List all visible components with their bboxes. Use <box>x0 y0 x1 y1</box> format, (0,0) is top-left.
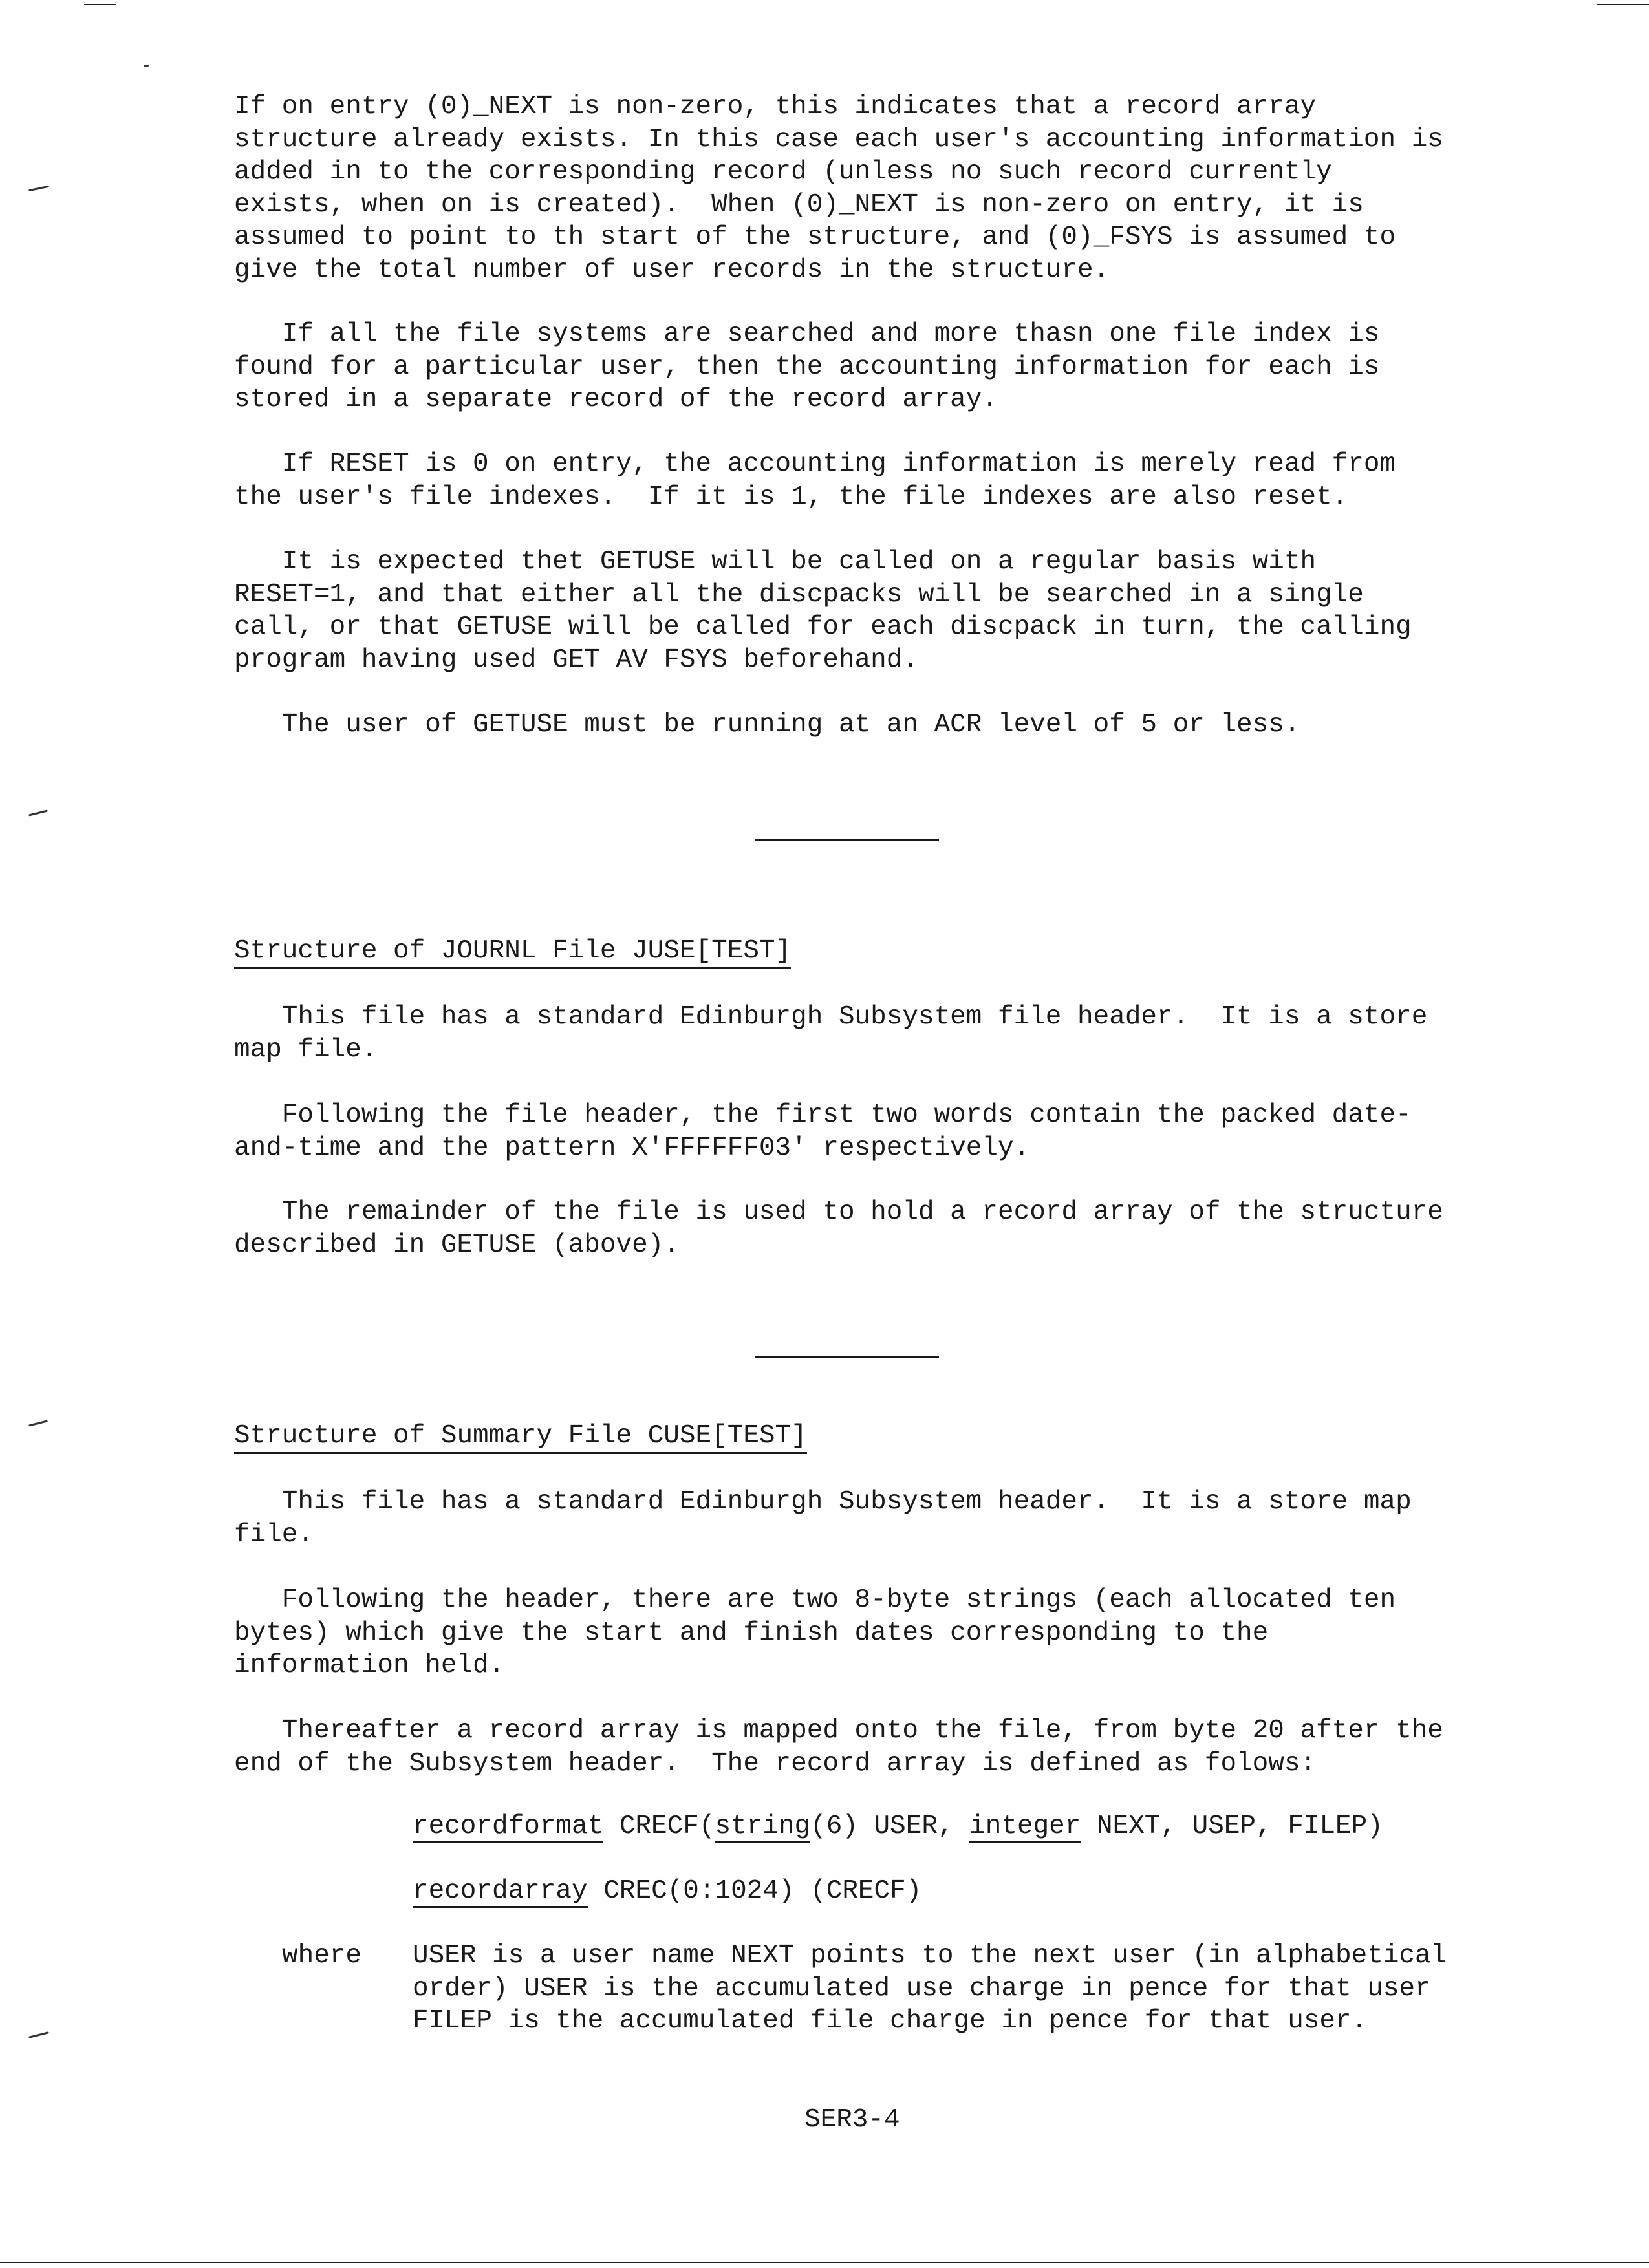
section-divider <box>755 1356 939 1358</box>
where-definitions: USER is a user name NEXT points to the next user (in alphabetical order) USER is the accumulated use charge in pence for that user FILEP is the accumulated file charge in pence for that user. <box>413 1941 1447 2036</box>
paragraph-reset: If RESET is 0 on entry, the accounting information is merely read from the user's file indexes. If it is 1, the file indexes are also reset. <box>234 449 1396 512</box>
keyword-integer: integer <box>969 1812 1081 1843</box>
paragraph-next-nonzero: If on entry (0)_NEXT is non-zero, this indicates that a record array structure already exists. In this case each user's accounting information is added in to the corresponding record (unless no such record currently exists, when on is created). When (0)_NEXT is non-zero on entry, it is assumed to point to th start of the structure, and (0)_FSYS is assumed to give the total number of user records in the structure. <box>234 92 1443 285</box>
code-text: CREC(0:1024) (CRECF) <box>587 1876 922 1906</box>
keyword-recordformat: recordformat <box>413 1812 603 1843</box>
bottom-edge-line <box>0 2262 1649 2263</box>
paragraph-journl-date-time: Following the file header, the first two words contain the packed date- and-time and the pattern X'FFFFFF03' respectively. <box>234 1100 1412 1163</box>
code-recordformat <box>413 1810 1383 1843</box>
code-text: NEXT, USEP, FILEP) <box>1081 1812 1383 1841</box>
paragraph-journl-header: This file has a standard Edinburgh Subsystem file header. It is a store map file. <box>234 1002 1428 1065</box>
paragraph-summary-strings: Following the header, there are two 8-byte strings (each allocated ten bytes) which give the start and finish dates corresponding to the information held. <box>234 1585 1396 1680</box>
keyword-recordarray: recordarray <box>413 1876 588 1908</box>
margin-mark <box>28 809 48 816</box>
code-text: (6) USER, <box>810 1812 970 1841</box>
section-heading-journl: Structure of JOURNL File JUSE[TEST] <box>234 935 791 969</box>
paragraph-journl-remainder: The remainder of the file is used to hold a record array of the structure described in GETUSE (above). <box>234 1197 1443 1260</box>
paragraph-summary-header: This file has a standard Edinburgh Subsystem header. It is a store map file. <box>234 1487 1412 1550</box>
page-number: SER3-4 <box>804 2105 900 2135</box>
paragraph-regular-basis: It is expected thet GETUSE will be called on a regular basis with RESET=1, and that either all the discpacks will be searched in a single call, or that GETUSE will be called for each discpack in turn, the calling program having used GET AV FSYS beforehand. <box>234 547 1412 675</box>
margin-mark <box>28 1420 48 1426</box>
where-label: where <box>282 1941 362 1971</box>
margin-mark <box>28 2031 49 2038</box>
section-divider <box>755 839 939 841</box>
top-edge-mark-left <box>84 4 116 5</box>
keyword-string: string <box>715 1812 810 1843</box>
paragraph-summary-record-array: Thereafter a record array is mapped onto the file, from byte 20 after the end of the Subsystem header. The record array is defined as folows: <box>234 1716 1443 1779</box>
margin-mark <box>144 65 149 67</box>
code-recordarray <box>413 1875 921 1907</box>
margin-mark <box>28 186 49 192</box>
code-text: CRECF( <box>603 1812 715 1841</box>
paragraph-file-systems: If all the file systems are searched and more thasn one file index is found for a particular user, then the accounting information for each is stored in a separate record of the record array. <box>234 319 1380 414</box>
section-heading-summary: Structure of Summary File CUSE[TEST] <box>234 1420 807 1454</box>
paragraph-acr-level: The user of GETUSE must be running at an ACR level of 5 or less. <box>234 710 1300 740</box>
top-edge-mark-right <box>1597 4 1649 5</box>
